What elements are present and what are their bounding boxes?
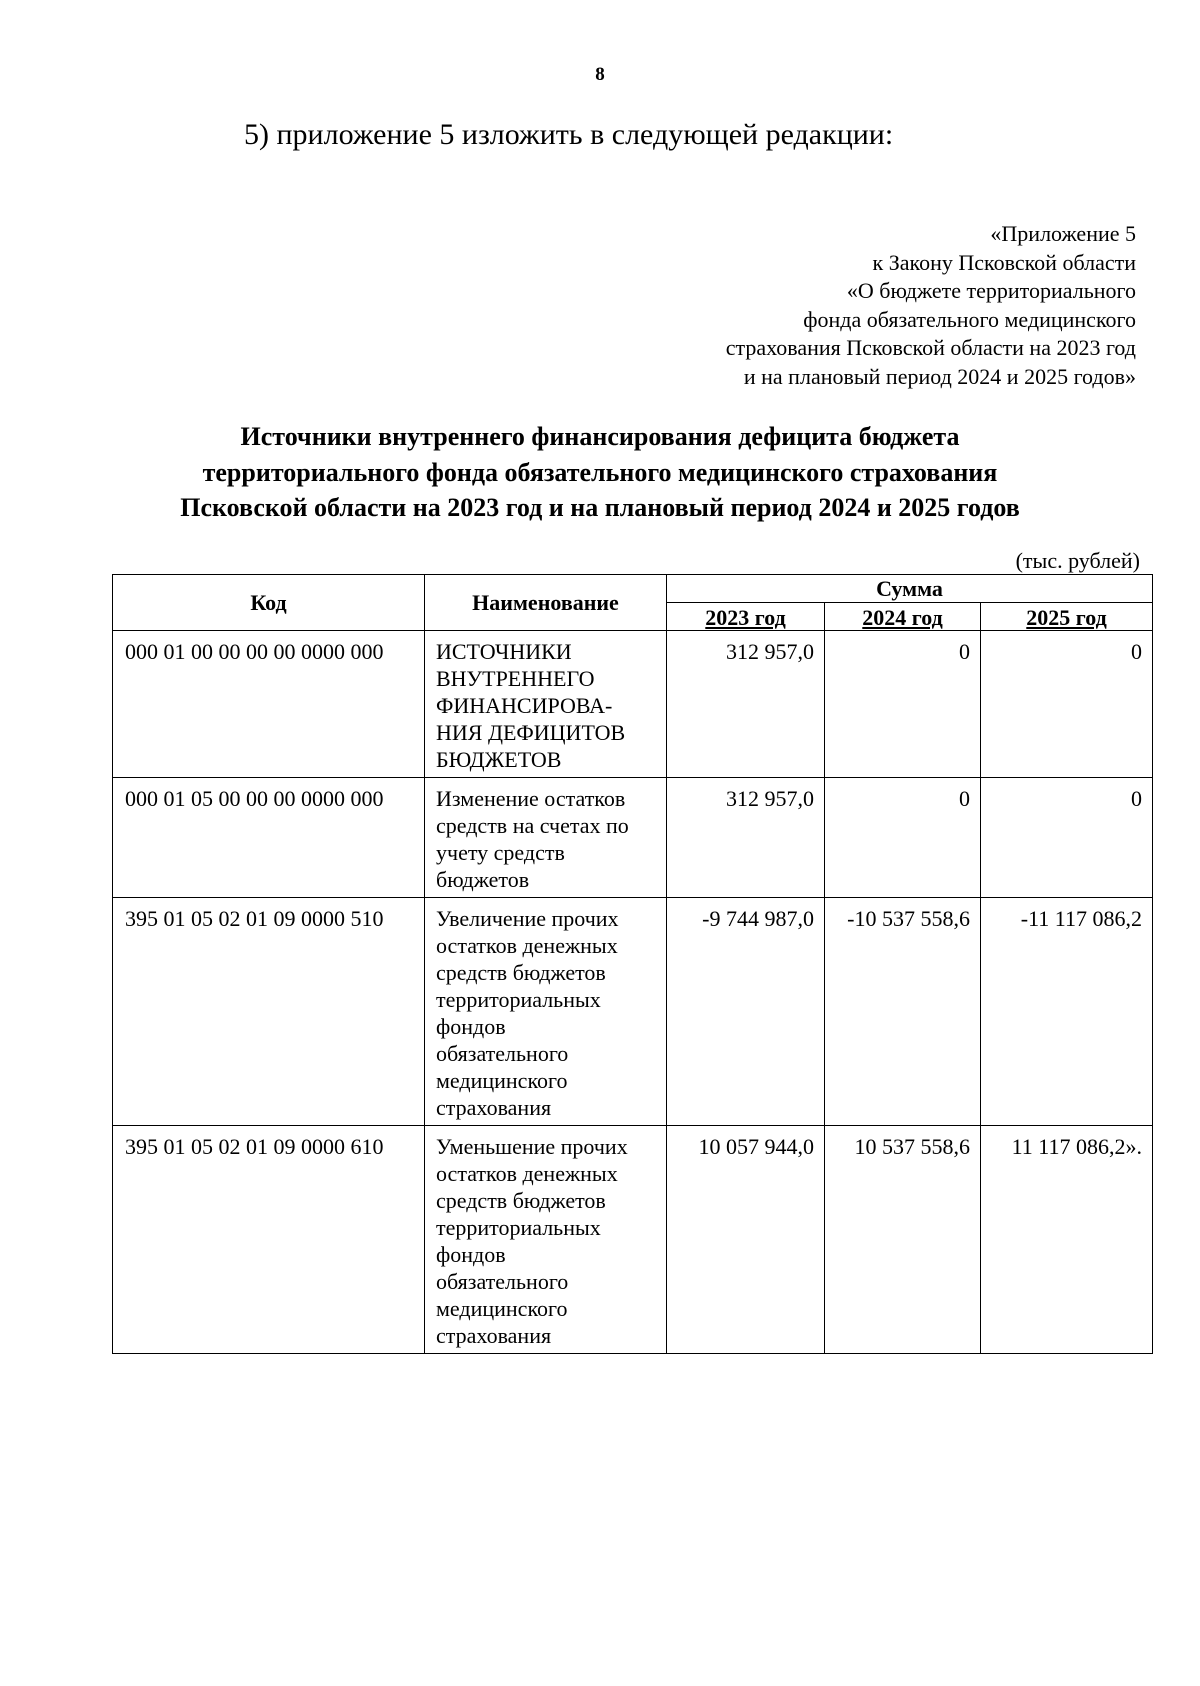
title-line: территориального фонда обязательного медицинского страхования (202, 457, 998, 487)
name-line: медицинского (436, 1296, 568, 1321)
intro-text: 5) приложение 5 изложить в следующей редакции: (244, 118, 894, 151)
page-number: 8 (595, 64, 605, 85)
table-row (113, 898, 1153, 1126)
budget-sources-table (112, 574, 1153, 1354)
appendix-ref-line: «Приложение 5 (990, 221, 1136, 246)
appendix-reference (726, 220, 1136, 392)
name-line: территориальных (436, 987, 601, 1012)
name-line: средств на счетах по (436, 813, 629, 838)
name-line: ИСТОЧНИКИ (436, 639, 572, 664)
name-cell (425, 778, 667, 898)
amount-2025: 0 (981, 631, 1153, 778)
appendix-ref-line: «О бюджете территориального (846, 278, 1136, 304)
name-line: ФИНАНСИРОВА- (436, 693, 613, 718)
appendix-ref-line: к Закону Псковской области (872, 249, 1136, 275)
title-line: Псковской области на 2023 год и на плановый период 2024 и 2025 годов (180, 493, 1020, 522)
appendix-ref-line: и на плановый период 2024 и 2025 годов» (743, 363, 1136, 389)
name-line: территориальных (436, 1215, 601, 1240)
table-row (113, 1126, 1153, 1354)
amount-2023: 312 957,0 (667, 631, 825, 778)
name-cell (425, 631, 667, 778)
amount-2025: -11 117 086,2 (981, 898, 1153, 1126)
name-line: остатков денежных (436, 1161, 618, 1186)
amount-2023: 10 057 944,0 (667, 1126, 825, 1354)
name-line: средств бюджетов (436, 1188, 606, 1213)
name-line: страхования (436, 1323, 552, 1348)
name-line: Увеличение прочих (436, 906, 619, 931)
name-line: ВНУТРЕННЕГО (436, 666, 595, 691)
header-year-2023: 2023 год (667, 603, 825, 631)
header-code: Код (113, 575, 425, 631)
amount-2023: 312 957,0 (667, 778, 825, 898)
name-line: Изменение остатков (436, 786, 626, 811)
appendix-ref-line: страхования Псковской области на 2023 год (725, 335, 1136, 361)
name-line: учету средств (436, 840, 565, 865)
table-row (113, 631, 1153, 778)
name-line: фондов (436, 1014, 506, 1039)
name-line: обязательного (436, 1041, 569, 1066)
header-sum: Сумма (667, 575, 1153, 603)
amount-2023: -9 744 987,0 (667, 898, 825, 1126)
table-body (113, 631, 1153, 1354)
header-name: Наименование (425, 575, 667, 631)
name-line: медицинского (436, 1068, 568, 1093)
code-cell: 395 01 05 02 01 09 0000 610 (113, 1126, 425, 1354)
amount-2024: 0 (825, 778, 981, 898)
appendix-ref-line: фонда обязательного медицинского (803, 306, 1136, 332)
header-year-2025: 2025 год (981, 603, 1153, 631)
units-label: (тыс. рублей) (1015, 548, 1140, 573)
name-line: бюджетов (436, 867, 530, 892)
header-year-2024: 2024 год (825, 603, 981, 631)
name-line: средств бюджетов (436, 960, 606, 985)
name-line: остатков денежных (436, 933, 618, 958)
name-line: БЮДЖЕТОВ (436, 747, 562, 772)
title-line: Источники внутреннего финансирования дефицита бюджета (240, 422, 960, 451)
amount-2024: 10 537 558,6 (825, 1126, 981, 1354)
code-cell: 000 01 05 00 00 00 0000 000 (113, 778, 425, 898)
name-line: Уменьшение прочих (436, 1134, 628, 1159)
amount-2024: 0 (825, 631, 981, 778)
code-cell: 395 01 05 02 01 09 0000 510 (113, 898, 425, 1126)
document-title (0, 419, 1200, 526)
amount-2025: 0 (981, 778, 1153, 898)
name-line: страхования (436, 1095, 552, 1120)
code-cell: 000 01 00 00 00 00 0000 000 (113, 631, 425, 778)
amount-2025: 11 117 086,2». (981, 1126, 1153, 1354)
name-cell (425, 1126, 667, 1354)
table-row (113, 778, 1153, 898)
name-cell (425, 898, 667, 1126)
amount-2024: -10 537 558,6 (825, 898, 981, 1126)
name-line: фондов (436, 1242, 506, 1267)
name-line: обязательного (436, 1269, 569, 1294)
name-line: НИЯ ДЕФИЦИТОВ (436, 720, 626, 745)
